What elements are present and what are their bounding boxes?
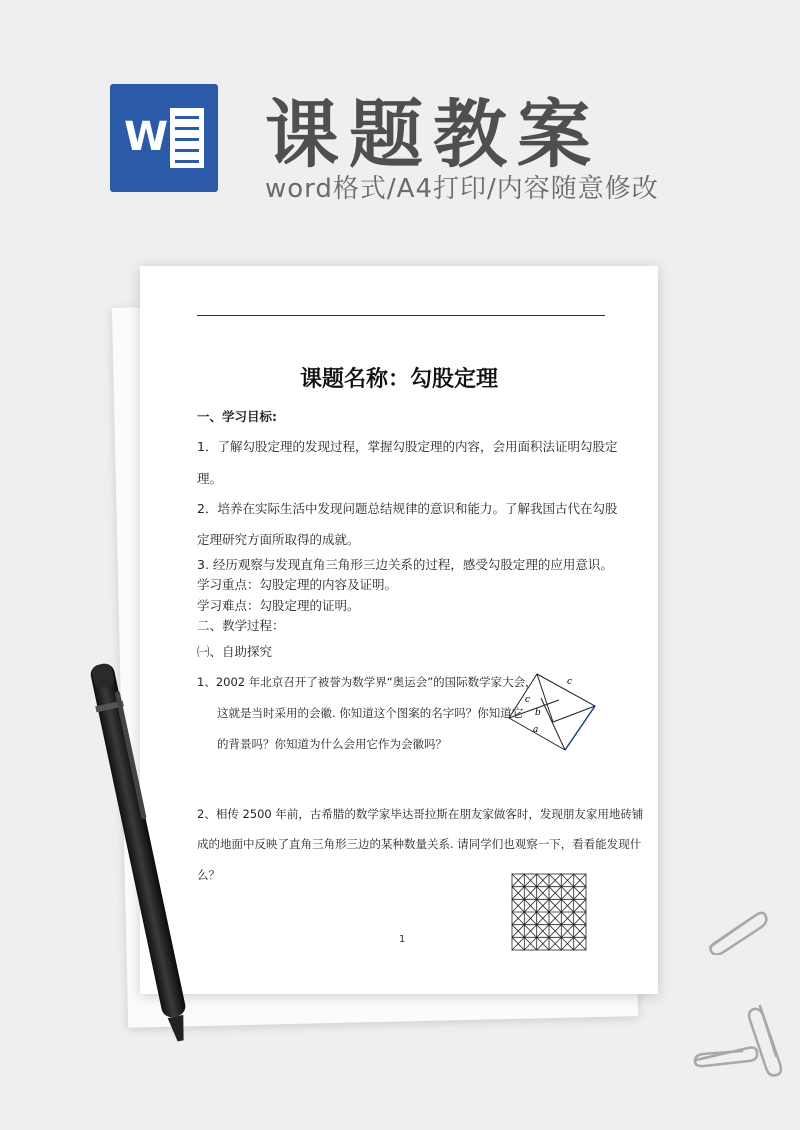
banner bbox=[0, 0, 800, 230]
paperclip-icon bbox=[700, 905, 770, 955]
question-line: 么？ bbox=[197, 868, 220, 882]
label-b: b bbox=[535, 708, 541, 718]
question-line: 1、2002 年北京召开了被誉为数学界“奥运会”的国际数学家大会， bbox=[197, 675, 537, 689]
word-logo-icon bbox=[110, 84, 218, 192]
paragraph-line: 2．培养在实际生活中发现问题总结规律的意识和能力。了解我国古代在勾股 bbox=[197, 501, 618, 516]
word-logo-letter: W bbox=[124, 114, 169, 160]
question-line: 成的地面中反映了直角三角形三边的某种数量关系. 请同学们也观察一下，看看能发现什 bbox=[197, 837, 642, 851]
key-point-line: 学习重点：勾股定理的内容及证明。 bbox=[197, 577, 398, 592]
paragraph-line: 1．了解勾股定理的发现过程，掌握勾股定理的内容，会用面积法证明勾股定 bbox=[197, 439, 618, 454]
question-line: 的背景吗？你知道为什么会用它作为会徽吗？ bbox=[217, 737, 447, 751]
paperclip-icon bbox=[690, 1040, 760, 1070]
difficulty-line: 学习难点：勾股定理的证明。 bbox=[197, 598, 360, 613]
paragraph-line: 定理研究方面所取得的成就。 bbox=[197, 532, 360, 547]
document-page bbox=[140, 266, 658, 994]
label-a: a bbox=[533, 725, 539, 735]
paragraph-line: 理。 bbox=[197, 471, 223, 486]
banner-subtitle: word格式/A4打印/内容随意修改 bbox=[265, 174, 659, 204]
header-rule bbox=[197, 315, 605, 316]
paragraph-line: 3. 经历观察与发现直角三角形三边关系的过程，感受勾股定理的应用意识。 bbox=[197, 557, 613, 572]
question-line: 2、相传 2500 年前，古希腊的数学家毕达哥拉斯在朋友家做客时，发现朋友家用地砖铺 bbox=[197, 807, 644, 821]
page-number: 1 bbox=[399, 934, 406, 945]
label-c: c bbox=[567, 677, 573, 687]
section-heading-process: 二、教学过程： bbox=[197, 618, 285, 633]
document-title: 课题名称：勾股定理 bbox=[299, 367, 498, 392]
subsection-heading: ㈠、自助探究 bbox=[197, 644, 273, 659]
banner-title: 课题教案 bbox=[265, 92, 601, 178]
pythagorean-emblem-figure bbox=[507, 670, 599, 752]
section-heading-goals: 一、学习目标: bbox=[197, 409, 277, 424]
question-line: 这就是当时采用的会徽. 你知道这个图案的名字吗？你知道它 bbox=[217, 706, 524, 720]
label-c: c bbox=[525, 695, 531, 705]
document-lines-icon bbox=[170, 108, 204, 168]
tile-floor-figure bbox=[511, 873, 587, 951]
